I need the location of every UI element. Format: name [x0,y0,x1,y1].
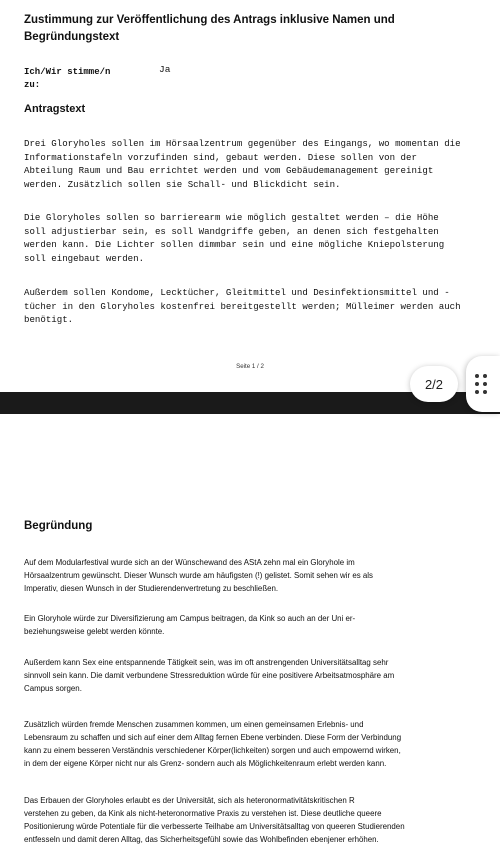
antragstext-paragraph-1: Drei Gloryholes sollen im Hörsaalzentrum gegenüber des Eingangs, wo momentan die Informationstafeln vorzufinden sind, gebaut werden. Diese sollen von der Abteilung Raum und Bau errichtet werden und vom Gebäudemanagement gereinigt werden. Zusätzlich sollen sie Schall- und Blickdicht sein. [24,138,461,190]
begruendung-paragraph-3: Außerdem kann Sex eine entspannende Tätigkeit sein, was im oft anstrengenden Universitätsalltag sehr sinnvoll sein kann. Die damit verbundene Stressreduktion würde für eine positivere Arbeitsatmosphäre am Campus sorgen. [24,658,395,693]
begruendung-paragraph-2: Ein Gloryhole würde zur Diversifizierung am Campus beitragen, da Kink so auch an der Uni er- beziehungsweise gelebt werden könnte. [24,614,356,636]
begruendung-paragraph-4: Zusätzlich würden fremde Menschen zusammen kommen, um einen gemeinsamen Erlebnis- und Lebensraum zu schaffen und sich auf einer dem Alltag fernen Ebene verbinden. Diese Form der Verbindung kann zu einem besseren Verständnis verschiedener Körper(lichkeiten) sorgen und auch empowernd wirken, in dem der eigene Körper nicht nur als Grenz- sondern auch als Möglichkeitenraum erlebt werden kann. [24,720,402,768]
consent-value: Ja [159,64,171,75]
consent-heading [24,12,464,46]
consent-heading-line-1: Zustimmung zur Veröffentlichung des Antrags inklusive Namen und [24,14,395,26]
page-number: Seite 1 / 2 [236,363,264,370]
antragstext-paragraph-2: Die Gloryholes sollen so barrierearm wie möglich gestaltet werden – die Höhe soll adjustierbar sein, es soll Wandgriffe geben, an denen sich festgehalten werden kann. Die Lichter sollen dimmbar sein und eine mögliche Kniepolsterung soll eingebaut werden. [24,212,445,264]
antragstext-paragraph-3: Außerdem sollen Kondome, Lecktücher, Gleitmittel und Desinfektionsmittel und - tücher in den Gloryholes kostenfrei bereitgestellt werden; Mülleimer werden auch benötigt. [24,287,461,325]
consent-label: Ich/Wir stimme/n zu: [24,67,111,90]
page-counter-badge[interactable]: 2/2 [410,366,458,402]
antragstext-heading: Antragstext [24,103,86,115]
begruendung-heading: Begründung [24,520,93,532]
document-page-1 [0,0,500,392]
document-page-2 [0,414,500,865]
consent-heading-line-2: Begründungstext [24,31,120,43]
begruendung-paragraph-5: Das Erbauen der Gloryholes erlaubt es der Universität, sich als heteronormativitätskritischen R verstehen zu geben, da Kink als nicht-heteronormative Praxis zu verstehen ist. Diese deutliche queere Positionierung würde Potentiale für die verbesserte Teilhabe am Universitätsalltag von queeren Studierenden entfesseln und damit deren Alltag, das Sicherheitsgefühl sowie das Wohlbefinden ebenjener erhöhen. [24,796,405,844]
vertical-dots-menu-icon[interactable] [466,356,500,412]
begruendung-paragraph-1: Auf dem Modularfestival wurde sich an der Wünschewand des AStA zehn mal ein Gloryhole im Hörsaalzentrum gewünscht. Dieser Wunsch wurde am häufigsten (!) gelistet. Somit sehen wir es als Imperativ, diesen Wunsch in der Studierendenvertretung zu beschließen. [24,558,373,593]
